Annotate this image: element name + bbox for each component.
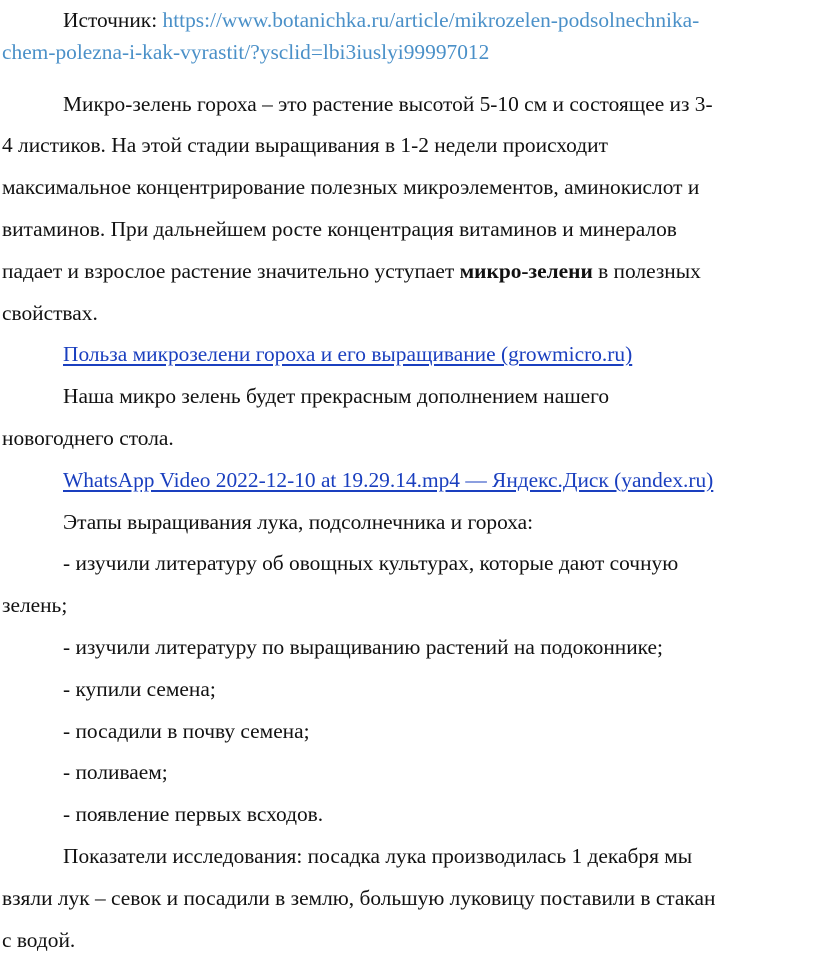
para1-line-3: максимальное концентрирование полезных микроэлементов, аминокислот и	[2, 175, 700, 200]
source-label: Источник:	[63, 8, 163, 32]
para1-line-1: Микро-зелень гороха – это растение высотой 5-10 см и состоящее из 3-	[63, 91, 713, 116]
stages-title: Этапы выращивания лука, подсолнечника и гороха:	[63, 509, 534, 534]
para1-line-2: 4 листиков. На этой стадии выращивания в 1-2 недели происходит	[2, 133, 608, 158]
para3-line-3: с водой.	[2, 927, 76, 952]
para1-text-pre: падает и взрослое растение значительно уступает	[2, 258, 460, 283]
stage-item-5: - поливаем;	[63, 760, 168, 785]
para1-line-5	[2, 251, 816, 293]
yandex-disk-link[interactable]: WhatsApp Video 2022-12-10 at 19.29.14.mp4 — Яндекс.Диск (yandex.ru)	[63, 467, 714, 492]
stage-item-2: - изучили литературу по выращиванию растений на подоконнике;	[63, 634, 663, 659]
link1-line	[2, 334, 816, 376]
stage-item-3: - купили семена;	[63, 676, 216, 701]
para2-line-1: Наша микро зелень будет прекрасным дополнением нашего	[63, 384, 610, 409]
para1-bold-term: микро-зелени	[459, 258, 593, 283]
link2-line	[2, 460, 816, 502]
stage-item-6: - появление первых всходов.	[63, 802, 324, 827]
stage-item-1-line-2: зелень;	[2, 593, 68, 618]
para3-line-1: Показатели исследования: посадка лука производилась 1 декабря мы	[63, 843, 693, 868]
para2-line-2: новогоднего стола.	[2, 425, 174, 450]
stage-item-1-line-1: - изучили литературу об овощных культурах, которые дают сочную	[63, 551, 679, 576]
para1-line-4: витаминов. При дальнейшем росте концентрация витаминов и минералов	[2, 216, 677, 241]
stage-item-4: - посадили в почву семена;	[63, 718, 310, 743]
source-url-part-2[interactable]: chem-polezna-i-kak-vyrastit/?ysclid=lbi3iuslyi99997012	[2, 39, 490, 64]
para1-text-post: в полезных	[592, 258, 701, 283]
source-url-part-1[interactable]: https://www.botanichka.ru/article/mikrozelen-podsolnechnika-	[162, 8, 700, 32]
para1-line-6: свойствах.	[2, 300, 98, 325]
para3-line-2: взяли лук – севок и посадили в землю, большую луковицу поставили в стакан	[2, 885, 716, 910]
growmicro-link[interactable]: Польза микрозелени гороха и его выращивание (growmicro.ru)	[63, 342, 633, 367]
